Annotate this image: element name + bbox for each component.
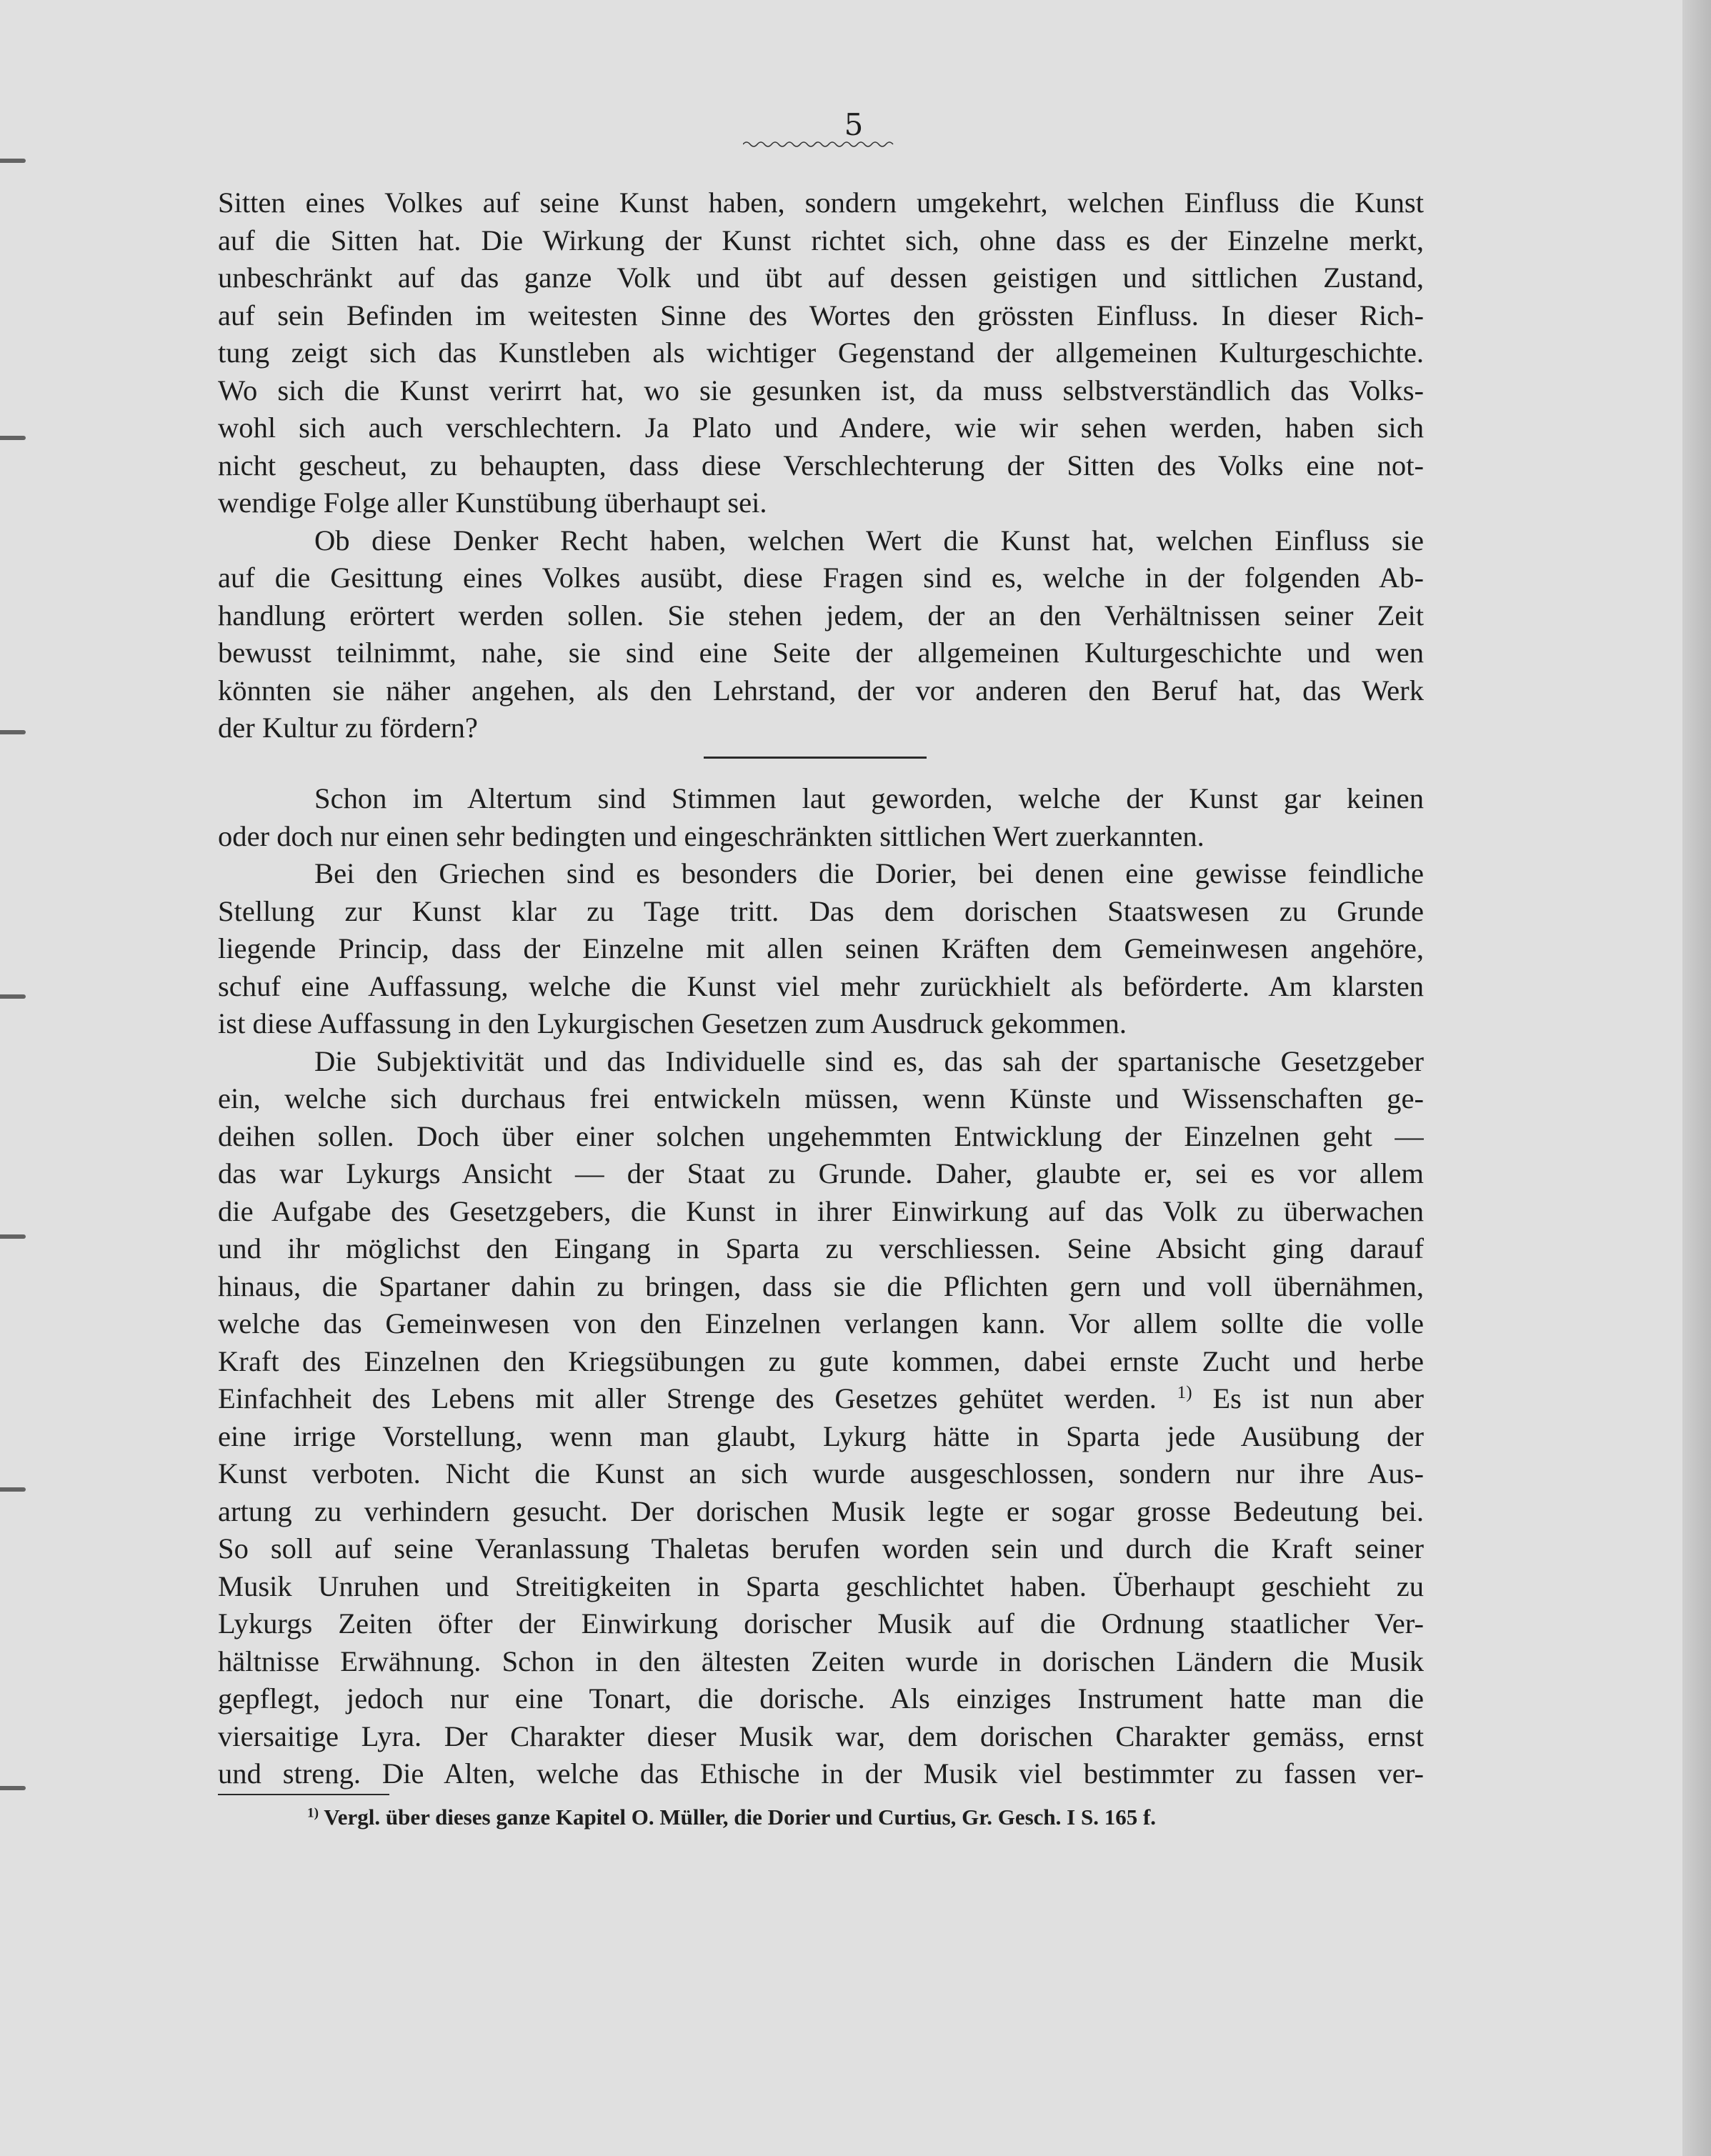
text-line: und ihr möglichst den Eingang in Sparta zu verschliessen. Seine Absicht ging darauf <box>218 1232 1424 1264</box>
footnote <box>307 1800 1379 1835</box>
wavy-ornament <box>743 140 897 149</box>
text-line: liegende Princip, dass der Einzelne mit allen seinen Kräften dem Gemeinwesen angehöre, <box>218 932 1424 964</box>
text-line: tung zeigt sich das Kunstleben als wichtiger Gegenstand der allgemeinen Kulturgeschichte. <box>218 336 1424 369</box>
text-section-main <box>218 780 1424 1793</box>
text-line: artung zu verhindern gesucht. Der dorischen Musik legte er sogar grosse Bedeutung bei. <box>218 1494 1424 1527</box>
paragraph <box>218 855 1424 1043</box>
text-line: könnten sie näher angehen, als den Lehrstand, der vor anderen den Beruf hat, das Werk <box>218 674 1424 707</box>
text-line: hinaus, die Spartaner dahin zu bringen, dass sie die Pflichten gern und voll übernähmen, <box>218 1269 1424 1302</box>
text-line: nicht gescheut, zu behaupten, dass diese Verschlechterung der Sitten des Volks eine not- <box>218 449 1424 481</box>
text-line: oder doch nur einen sehr bedingten und eingeschränkten sittlichen Wert zuerkannten. <box>218 819 1204 852</box>
text-line: auf die Gesittung eines Volkes ausübt, diese Fragen sind es, welche in der folgenden Ab- <box>218 562 1424 594</box>
text-line: Stellung zur Kunst klar zu Tage tritt. Das dem dorischen Staatswesen zu Grunde <box>218 894 1424 927</box>
text-line: bewusst teilnimmt, nahe, sie sind eine Seite der allgemeinen Kulturgeschichte und wen <box>218 637 1424 669</box>
text-line: viersaitige Lyra. Der Charakter dieser Musik war, dem dorischen Charakter gemäss, ernst <box>218 1720 1424 1752</box>
text-line: Schon im Altertum sind Stimmen laut geworden, welche der Kunst gar keinen <box>314 782 1424 814</box>
text-line: hältnisse Erwähnung. Schon in den ältesten Zeiten wurde in dorischen Ländern die Musik <box>218 1645 1424 1677</box>
paragraph <box>218 780 1424 855</box>
text-line: Kunst verboten. Nicht die Kunst an sich wurde ausgeschlossen, sondern nur ihre Aus- <box>218 1457 1424 1489</box>
text-line: welche das Gemeinwesen von den Einzelnen verlangen kann. Vor allem sollte die volle <box>218 1307 1424 1339</box>
binding-mark <box>0 1487 26 1492</box>
footnote-text: Vergl. über dieses ganze Kapitel O. Müller, die Dorier und Curtius, Gr. Gesch. I S. 165 f. <box>324 1805 1157 1830</box>
text-line: das war Lykurgs Ansicht — der Staat zu Grunde. Daher, glaubte er, sei es vor allem <box>218 1157 1424 1189</box>
text-line: Sitten eines Volkes auf seine Kunst haben, sondern umgekehrt, welchen Einfluss die Kunst <box>218 186 1424 219</box>
text-line-part: Es ist nun aber <box>1212 1382 1424 1414</box>
text-line: Lykurgs Zeiten öfter der Einwirkung dorischer Musik auf die Ordnung staatlicher Ver- <box>218 1607 1424 1640</box>
footnote-ref-marker[interactable]: 1) <box>1177 1383 1192 1403</box>
text-line: und streng. Die Alten, welche das Ethische in der Musik viel bestimmter zu fassen ver- <box>218 1757 1424 1790</box>
text-line: Wo sich die Kunst verirrt hat, wo sie gesunken ist, da muss selbstverständlich das Volks- <box>218 374 1424 406</box>
section-divider <box>704 757 927 759</box>
binding-mark <box>0 436 26 440</box>
page-edge-shadow <box>1682 0 1711 2156</box>
page-number: 5 <box>844 107 864 142</box>
binding-mark <box>0 994 26 999</box>
text-line: Musik Unruhen und Streitigkeiten in Sparta geschlichtet haben. Überhaupt geschieht zu <box>218 1569 1424 1602</box>
paragraph <box>218 1043 1424 1793</box>
text-line: ist diese Auffassung in den Lykurgischen Gesetzen zum Ausdruck gekommen. <box>218 1007 1127 1039</box>
binding-mark <box>0 159 26 163</box>
text-line: eine irrige Vorstellung, wenn man glaubt, Lykurg hätte in Sparta jede Ausübung der <box>218 1419 1424 1452</box>
text-line: die Aufgabe des Gesetzgebers, die Kunst in ihrer Einwirkung auf das Volk zu überwachen <box>218 1194 1424 1227</box>
text-line: handlung erörtert werden sollen. Sie stehen jedem, der an den Verhältnissen seiner Zeit <box>218 599 1424 632</box>
text-line: auf sein Befinden im weitesten Sinne des Wortes den grössten Einfluss. In dieser Rich- <box>218 299 1424 331</box>
paragraph <box>218 522 1424 747</box>
footnote-marker: 1) <box>307 1805 319 1821</box>
text-line: unbeschränkt auf das ganze Volk und übt auf dessen geistigen und sittlichen Zustand, <box>218 261 1424 294</box>
text-line: deihen sollen. Doch über einer solchen ungehemmten Entwicklung der Einzelnen geht — <box>218 1119 1424 1152</box>
binding-mark <box>0 1234 26 1239</box>
footnote-divider <box>218 1794 389 1795</box>
text-line: gepflegt, jedoch nur eine Tonart, die dorische. Als einziges Instrument hatte man die <box>218 1682 1424 1715</box>
text-line: Die Subjektivität und das Individuelle sind es, das sah der spartanische Gesetzgeber <box>314 1044 1424 1077</box>
text-line: Kraft des Einzelnen den Kriegsübungen zu gute kommen, dabei ernste Zucht und herbe <box>218 1344 1424 1377</box>
text-line: So soll auf seine Veranlassung Thaletas berufen worden sein und durch die Kraft seiner <box>218 1532 1424 1564</box>
text-line: auf die Sitten hat. Die Wirkung der Kunst richtet sich, ohne dass es der Einzelne merkt, <box>218 224 1424 256</box>
text-line: Ob diese Denker Recht haben, welchen Wert die Kunst hat, welchen Einfluss sie <box>314 524 1424 557</box>
text-line-part: Einfachheit des Lebens mit aller Strenge des Gesetzes gehütet werden. <box>218 1382 1157 1414</box>
paragraph <box>218 184 1424 522</box>
text-line: Bei den Griechen sind es besonders die Dorier, bei denen eine gewisse feindliche <box>314 857 1424 889</box>
binding-mark <box>0 1786 26 1790</box>
text-line: wendige Folge aller Kunstübung überhaupt sei. <box>218 486 767 519</box>
text-line: ein, welche sich durchaus frei entwickeln müssen, wenn Künste und Wissenschaften ge- <box>218 1082 1424 1114</box>
text-section-intro <box>218 184 1424 747</box>
binding-mark <box>0 730 26 734</box>
text-line: wohl sich auch verschlechtern. Ja Plato und Andere, wie wir sehen werden, haben sich <box>218 411 1424 444</box>
text-line: der Kultur zu fördern? <box>218 712 478 744</box>
text-line: schuf eine Auffassung, welche die Kunst viel mehr zurückhielt als beförderte. Am klarsten <box>218 969 1424 1002</box>
text-line-with-footnote-ref <box>218 1380 1424 1418</box>
